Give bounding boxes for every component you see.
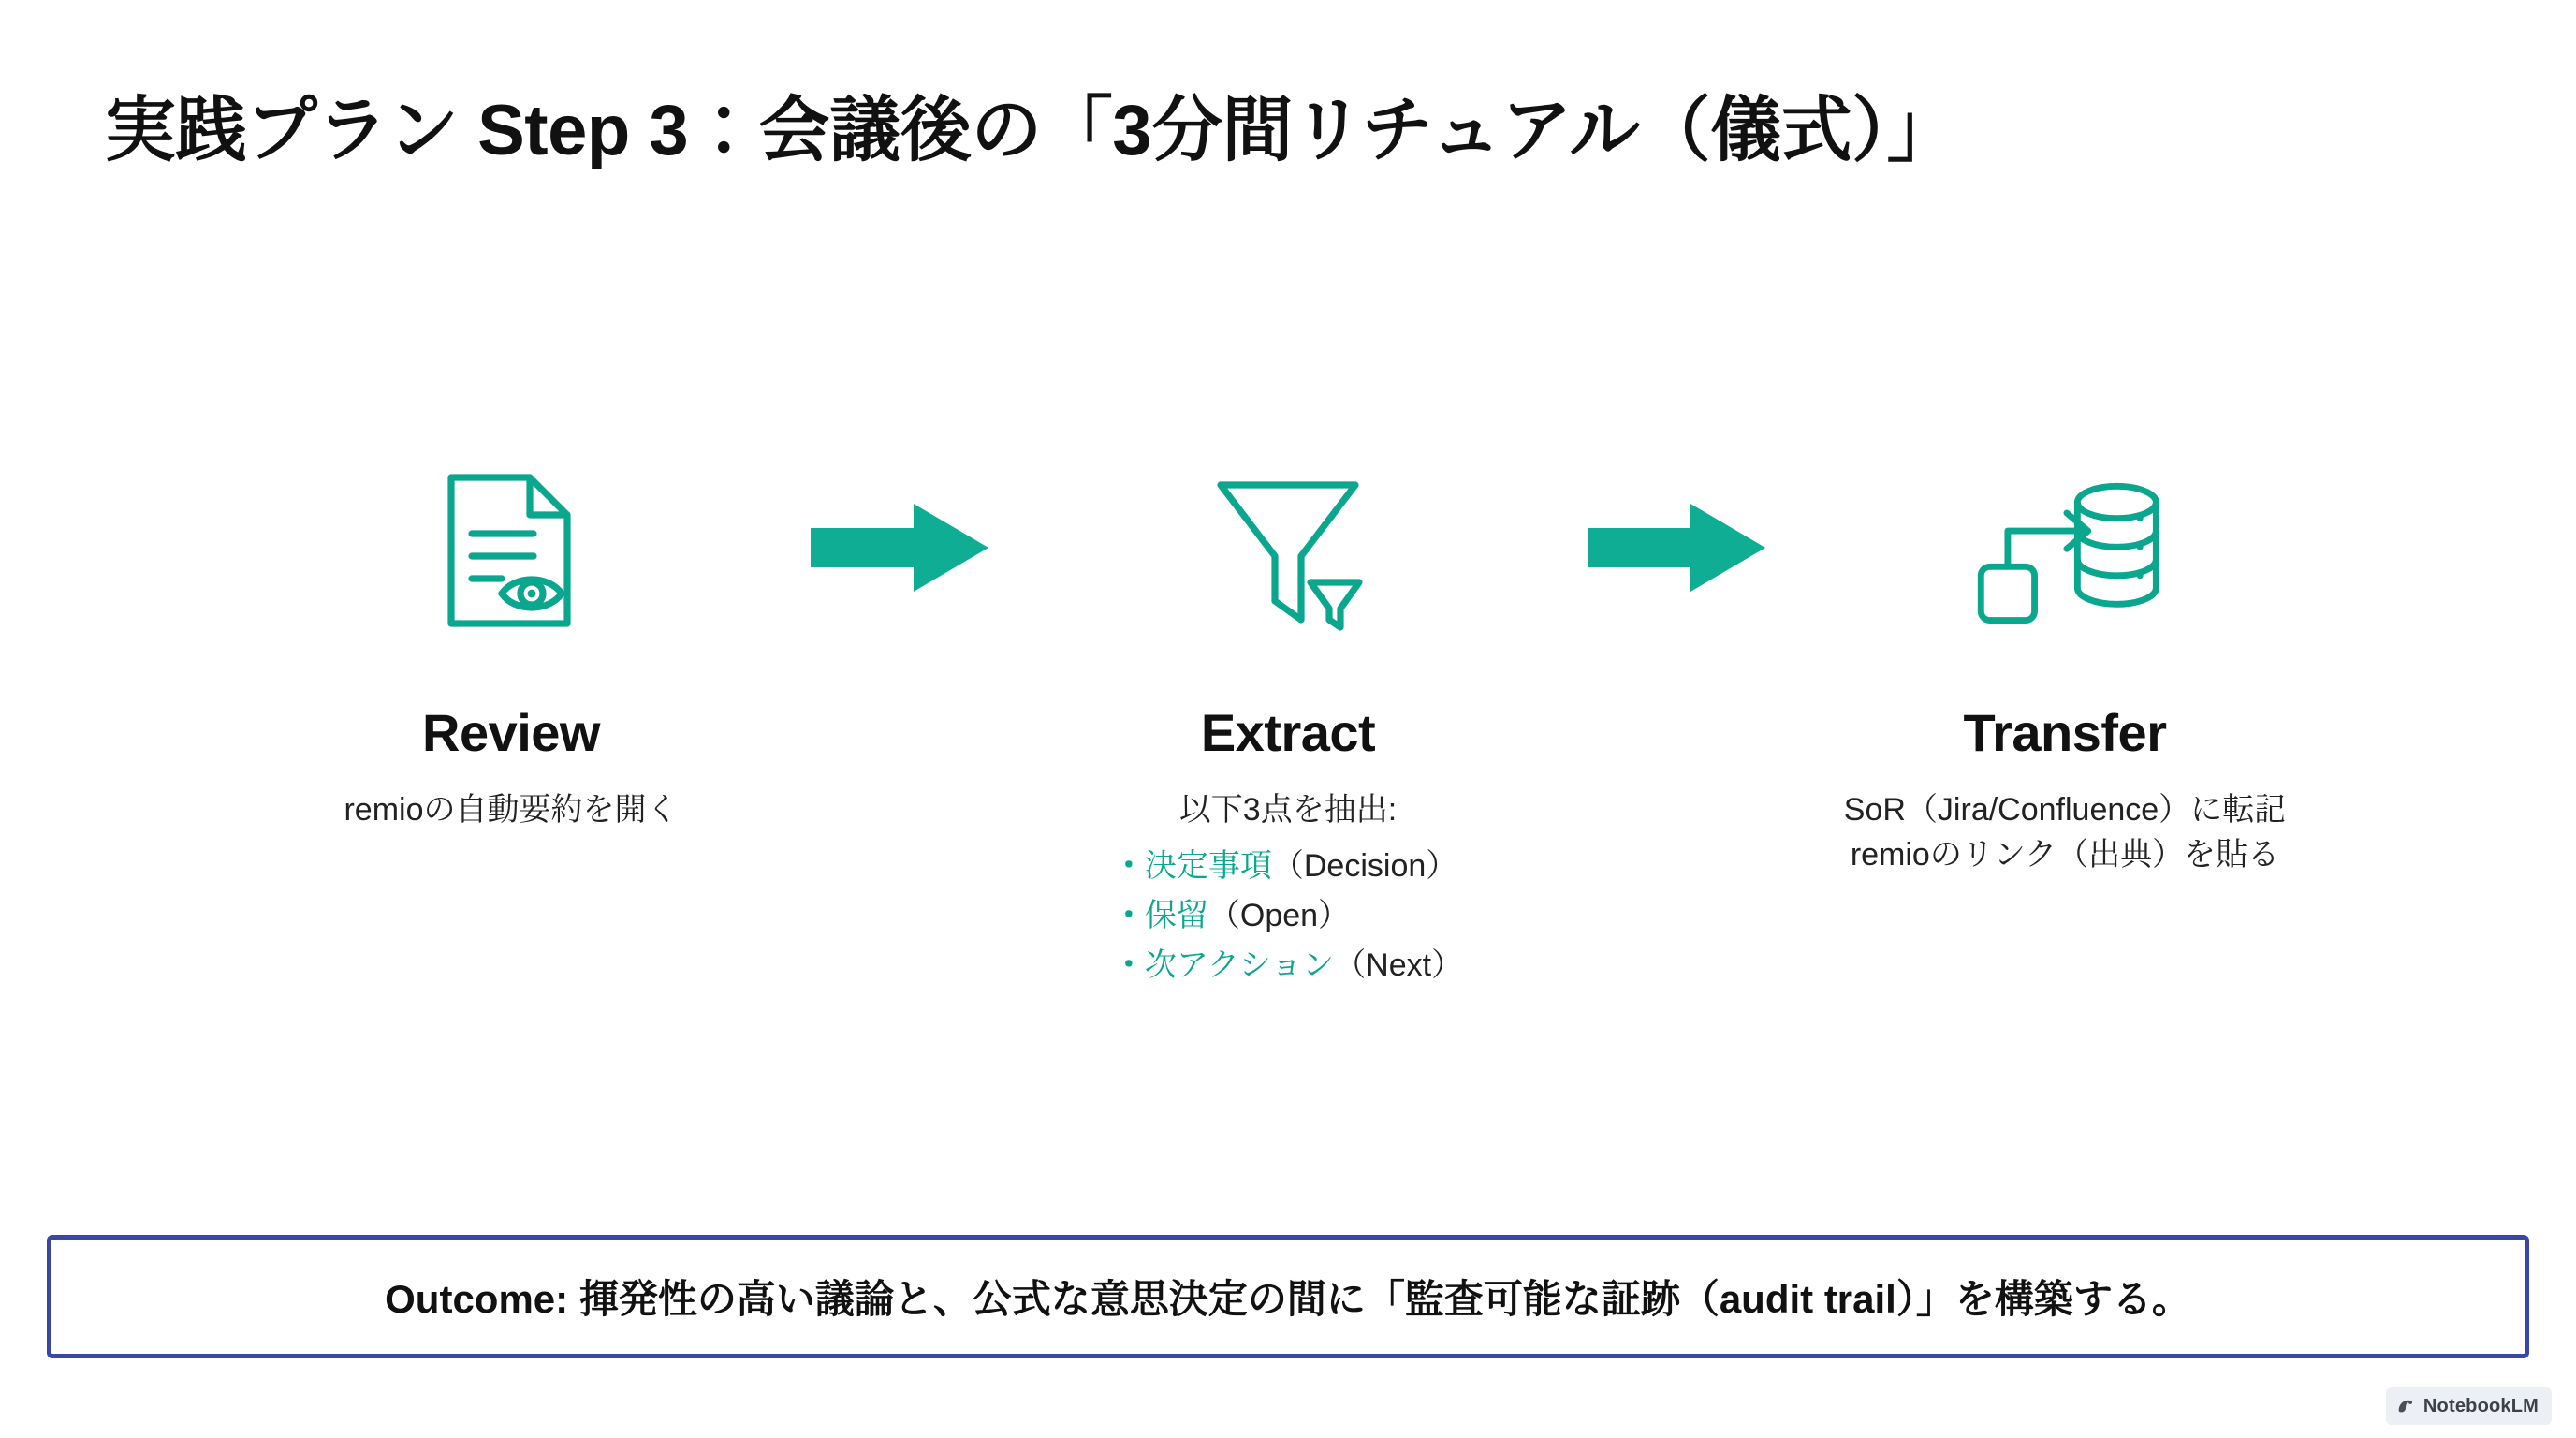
watermark-label: NotebookLM [2422,1395,2539,1416]
flow-step-description-line: 以下3点を抽出: [1178,792,1398,828]
arrow-review-to-extract [792,431,1007,599]
list-item [1113,898,1350,933]
notebooklm-watermark [2386,1387,2552,1425]
flow-step-description-line: remioの自動要約を開く [344,792,679,828]
outcome-callout [47,1235,2529,1358]
list-item [1113,947,1463,983]
flow-step-title: Transfer [1963,703,2167,762]
bullet-marker: ・ [1112,848,1145,885]
flow-step-bullet-list [1113,842,1463,990]
flow-step-title: Extract [1200,703,1376,762]
bullet-label-jp: 保留 [1144,897,1208,933]
bullet-label-en: （Next） [1334,946,1464,983]
bullet-label-jp: 次アクション [1144,946,1335,983]
database-transfer-icon [1967,431,2163,674]
flow-step-description [344,787,678,832]
document-review-icon [417,431,605,674]
flow-step-description [1113,787,1463,990]
bullet-marker: ・ [1112,897,1145,933]
process-flow [0,431,2576,990]
outcome-text: Outcome: 揮発性の高い議論と、公式な意思決定の間に「監査可能な証跡（audit trail）」を構築する。 [385,1277,2191,1321]
flow-step-description [1844,787,2286,878]
arrow-extract-to-transfer [1569,431,1784,599]
bullet-label-en: （Open） [1208,897,1351,933]
flow-step-extract [1007,431,1569,990]
flow-step-transfer [1784,431,2346,878]
list-item [1113,848,1457,884]
funnel-filter-icon [1194,431,1382,674]
flow-step-description-line: remioのリンク（出典）を貼る [1850,837,2280,873]
flow-step-description-line: SoR（Jira/Confluence）に転記 [1843,792,2287,828]
flow-step-title: Review [422,703,600,762]
bullet-label-jp: 決定事項 [1144,848,1272,885]
notebooklm-logo-icon [2395,1396,2416,1416]
flow-step-review [230,431,792,832]
bullet-marker: ・ [1112,946,1145,983]
bullet-label-en: （Decision） [1271,848,1458,885]
page-title: 実践プラン Step 3：会議後の「3分間リチュアル（儀式）」 [105,91,1958,170]
